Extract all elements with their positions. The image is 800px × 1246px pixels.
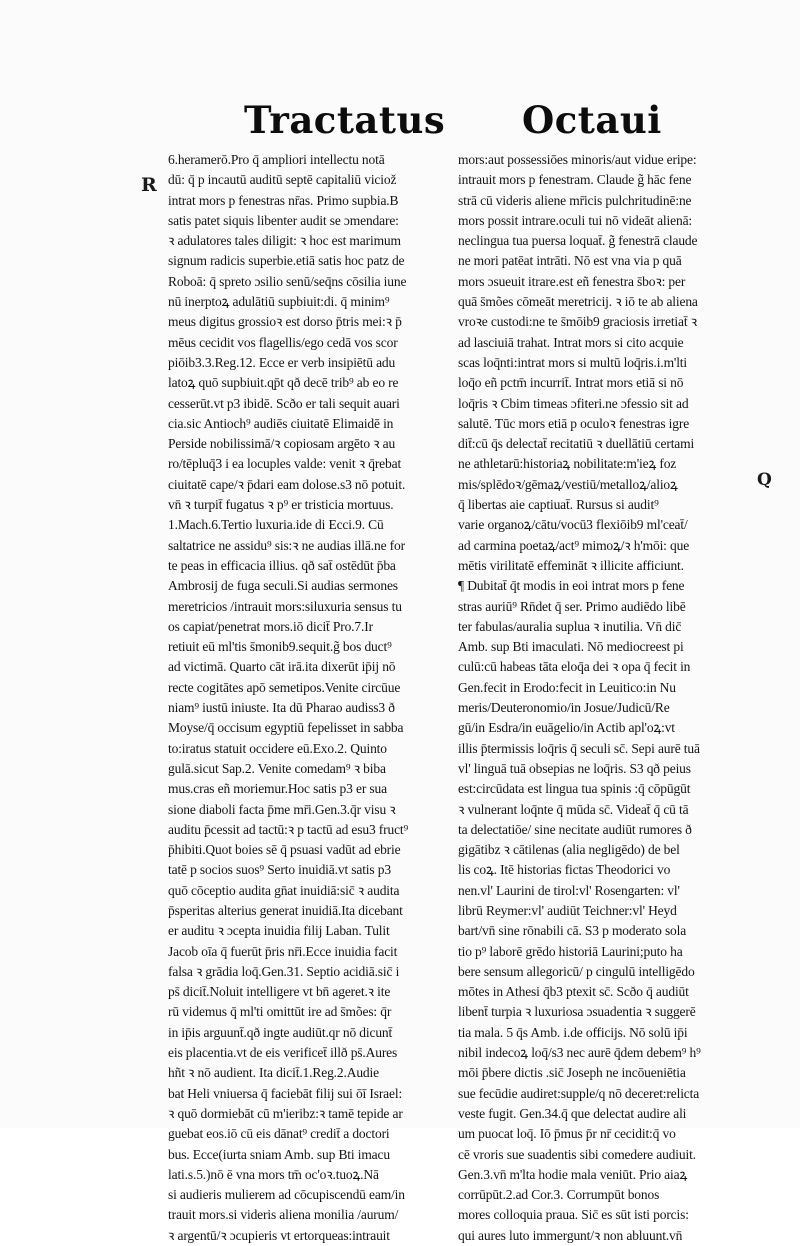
text-line: q̄ libertas aie captiuat̄. Rursus si audit⁹ xyxy=(458,497,659,513)
running-head-left: Tractatus xyxy=(244,98,446,142)
text-line: nibil indecoꝝ loq̄/s3 nec aurē q̄dem debem⁹ h⁹ xyxy=(458,1045,701,1061)
right-text-column xyxy=(458,150,750,1246)
text-line: bat Heli vniuersa q̄ faciebāt filij sui ōī Israel: xyxy=(168,1085,403,1101)
text-line: mors:aut possessiōes minoris/aut vidue eripe: xyxy=(458,152,697,167)
text-line: veste fugit. Gen.34.q̄ que delectat audire ali xyxy=(458,1105,687,1121)
text-line: mēus cecidit vos flagellis/ego cedā vos scor xyxy=(168,334,398,350)
text-line: scas loq̄nti:intrat mors si multū loq̄ris.i.m'lti xyxy=(458,354,688,370)
text-line: eis placentia.vt de eis verificet̄ illð ps̄.Aures xyxy=(168,1045,398,1061)
text-line: te peas in efficacia illius. qð sat̄ ostēdūt p̄ba xyxy=(168,557,396,573)
text-line: mētis virilitatē effemināt ꝛ illicite afficiunt. xyxy=(458,557,684,573)
text-line: ciuitatē cape/ꝛ p̄dari eam dolose.s3 nō potuit. xyxy=(168,476,406,492)
text-line: um puocat loq̄. Iō p̄mus p̄r nr̄ cecidit:q̄ vo xyxy=(458,1126,676,1142)
text-line: cē vroris sue suadentis sibi comedere audiuit. xyxy=(458,1146,696,1162)
text-line: bus. Ecce(iurta sniam Amb. sup Bti imacu xyxy=(168,1146,390,1162)
text-line: ꝛ adulatores tales diligit: ꝛ hoc est marimum xyxy=(168,233,401,249)
text-line: ad victimā. Quarto cāt irā.ita dixerūt ip̄ij nō xyxy=(168,659,396,675)
text-line: est:circūdata est lingua tua spinis :q̄ cōpūgūt xyxy=(458,781,691,797)
text-line: recte cogitātes apō semetipos.Venite circūue xyxy=(168,679,401,695)
text-line: ꝛ vulnerant loq̄nte q̄ mūda sc̄. Videat̄ q̄ cū tā xyxy=(458,801,689,817)
text-line: libent̄ turpia ꝛ luxuriosa ɔsuadentia ꝛ suggerē xyxy=(458,1004,696,1020)
text-line: p̄speritas alterius generat inuidiā.Ita dicebant xyxy=(168,902,403,918)
text-line: 6.heramerō.Pro q̄ ampliori intellectu notā xyxy=(168,152,385,167)
text-line: mors ɔsueuit itrare.est eñ fenestra s̄boꝛ: per xyxy=(458,273,686,289)
text-line: hñt ꝛ nō audient. Ita dicit̄.1.Reg.2.Audie xyxy=(168,1065,379,1081)
text-line: os capiat/penetrat mors.iō dicit̄ Pro.7.Ir xyxy=(168,618,373,634)
text-line: quō cōceptio audita gn̄at inuidiā:sic̄ ꝛ audita xyxy=(168,882,400,898)
text-line: tatē p socios suos⁹ Serto inuidiā.vt satis p3 xyxy=(168,862,391,878)
text-line: ne mori patēat intrāti. Nō est vna via p quā xyxy=(458,253,682,269)
text-line: p̄hibiti.Quot boies sē q̄ psuasi vadūt ad ebrie xyxy=(168,842,401,858)
text-line: mōi p̄bere dictis .sic̄ Joseph ne incōueniētia xyxy=(458,1065,686,1081)
text-line: falsa ꝛ grādia loq̄.Gen.31. Septio acidiā.sic̄ i xyxy=(168,963,400,979)
text-line: intrat mors p fenestras nr̄as. Primo supbia.B xyxy=(168,192,399,208)
text-line: Moyse/q̄ occisum egyptiū fepelisset in sabba xyxy=(168,720,404,736)
text-line: signum radicis superbie.etiā satis hoc patz de xyxy=(168,253,405,269)
text-line: Gen.fecit in Erodo:fecit in Leuitico:in Nu xyxy=(458,679,676,695)
text-line: ꝛ argentū/ꝛ ɔcupieris vt ertorqueas:intrauit xyxy=(168,1227,390,1243)
text-line: bere sensum allegoricū/ p cingulū intelligēdo xyxy=(458,963,695,979)
text-line: 1.Mach.6.Tertio luxuria.ide di Ecci.9. Cū xyxy=(168,517,384,533)
text-line: meris/Deuteronomio/in Josue/Judicū/Re xyxy=(458,700,670,716)
text-line: trauit mors.si videris aliena monilia /aurum/ xyxy=(168,1207,399,1223)
left-text-column xyxy=(168,150,454,1246)
text-line: guebat eos.iō cū eis dānat⁹ credit̄ a doctori xyxy=(168,1126,390,1142)
text-line: to:iratus statuit occidere eū.Exo.2. Quinto xyxy=(168,740,387,756)
text-line: qui aures luto immergunt/ꝛ non abluunt.vn̄ xyxy=(458,1227,683,1243)
text-line: ter fabulas/auralia suplua ꝛ inutilia. Vn̄ dic̄ xyxy=(458,618,682,634)
text-line: varie organoꝝ/cātu/vocū3 flexiōib9 ml'ceat̄/ xyxy=(458,517,688,533)
text-line: illis p̄termissis loq̄ris q̄ seculi sc̄. Sepi aurē tuā xyxy=(458,740,700,756)
text-line: niam⁹ iustū iniuste. Ita dū Pharao audiss3 ð xyxy=(168,700,395,716)
text-line: tio p⁹ laborē grēdo historiā Laurini;puto ha xyxy=(458,943,683,959)
text-line: meretricios /intrauit mors:siluxuria sensus tu xyxy=(168,598,402,614)
text-line: rū videmus q̄ ml'ti omittūt ire ad s̄mões: q̄r xyxy=(168,1004,392,1020)
text-line: Jacob oīa q̄ fuerūt p̄ris nr̄i.Ecce inuidia facit xyxy=(168,943,398,959)
text-line: Amb. sup Bti imaculati. Nō mediocreest pi xyxy=(458,639,684,655)
text-line: nū inerptoꝝ adulātiū supbiuit:di. q̄ minim⁹ xyxy=(168,294,390,310)
text-line: vl' linguā tuā obsepias ne loq̄ris. S3 qð peius xyxy=(458,760,691,776)
text-line: Perside nobilissimā/ꝛ copiosam argēto ꝛ au xyxy=(168,436,396,452)
text-line: si audieris mulierem ad cōcupiscendū eam/in xyxy=(168,1187,405,1203)
text-line: Gen.3.vn̄ m'lta hodie mala veniūt. Prio aiaꝝ xyxy=(458,1166,688,1182)
text-line: meus digitus grossioꝛ est dorso p̄tris mei:ꝛ p̄ xyxy=(168,314,402,330)
text-line: satis patet siquis libenter audit se ɔmendare: xyxy=(168,212,399,228)
text-line: intrauit mors p fenestram. Claude g̃ hāc fene xyxy=(458,172,692,188)
marginal-note-left: R xyxy=(141,174,157,196)
text-line: tia mala. 5 q̄s Amb. i.de officijs. Nō solū ip̄i xyxy=(458,1024,688,1040)
text-line: mores colloquia praua. Sic̄ es sūt isti porcis: xyxy=(458,1207,689,1223)
text-line: ne athletarū:historiaꝝ nobilitate:m'ieꝝ foz xyxy=(458,456,677,472)
text-line: mis/splēdoꝛ/gēmaꝝ/vestiū/metalloꝝ/alioꝝ xyxy=(458,476,678,492)
text-line: gulā.sicut Sap.2. Venite comedam⁹ ꝛ biba xyxy=(168,760,386,776)
text-line: strā cū videris aliene mr̄icis pulchritudinē:ne xyxy=(458,192,692,208)
text-line: er auditu ꝛ ɔcepta inuidia filij Laban. Tulit xyxy=(168,923,390,939)
text-line: nen.vl' Laurini de tirol:vl' Rosengarten: vl' xyxy=(458,882,680,898)
text-line: piōib3.3.Reg.12. Ecce er verb insipiētū adu xyxy=(168,354,396,370)
text-line: neclingua tua puersa loquat̄. g̃ fenestrā claude xyxy=(458,233,698,249)
text-line: librū Reymer:vl' audiūt Teichner:vl' Heyd xyxy=(458,902,677,918)
text-line: stras auriū⁹ Rn̄det q̄ ser. Primo audiēdo libē xyxy=(458,598,686,614)
text-line: cia.sic Antioch⁹ audiēs ciuitatē Elimaidē in xyxy=(168,415,394,431)
text-line: dū: q̄ p incautū auditū septē capitaliū viciož xyxy=(168,172,397,188)
text-line: ro/tēpluq̄3 i ea locuples valde: venit ꝛ q̄rebat xyxy=(168,456,402,472)
text-line: sione diaboli facta p̄me mr̄i.Gen.3.q̄r visu ꝛ xyxy=(168,801,396,817)
text-line: mus.cras eñ moriemur.Hoc satis p3 er sua xyxy=(168,781,387,797)
text-line: saltatrice ne assidu⁹ sis:ꝛ ne audias illā.ne for xyxy=(168,537,405,553)
text-line: dit̄:cū q̄s delectat̄ recitatiū ꝛ duellātiū certami xyxy=(458,436,695,452)
text-line: mors possit intrare.oculi tui nō videāt alienā: xyxy=(458,212,693,228)
text-line: Roboā: q̄ spreto ɔsilio senū/seq̄ns cōsilia iune xyxy=(168,273,407,289)
text-line: loq̄ris ꝛ Cbim timeas ɔfiteri.ne ɔfessio sit ad xyxy=(458,395,689,411)
text-line: in ip̄is arguunt̄.qð ingte audiūt.qr nō dicunt̄ xyxy=(168,1024,393,1040)
text-line: latoꝝ quō supbiuit.ɋp̄t qð decē trib⁹ ab eo re xyxy=(168,375,399,391)
text-line: cesserūt.vt p3 ibidē. Scðo er tali sequit auari xyxy=(168,395,400,411)
text-line: loq̄o eñ pctm̄ incurrit̄. Intrat mors etiā si nō xyxy=(458,375,684,391)
text-line: Ambrosij de fuga seculi.Si audias sermones xyxy=(168,578,398,594)
running-head-right: Octaui xyxy=(522,98,662,142)
text-line: lati.s.5.)nō ē vna mors tm̄ oc'oꝛ.tuoꝝ.Nā xyxy=(168,1166,379,1182)
text-line: lis coꝝ. Itē historias fictas Theodorici vo xyxy=(458,862,671,878)
text-line: corrūpūt.2.ad Cor.3. Corrumpūt bonos xyxy=(458,1187,660,1203)
text-line: sue fecūdie audiret:supple/q nō deceret:relicta xyxy=(458,1085,700,1101)
text-line: gū/in Esdra/in euāgelio/in Actib apl'oꝝ:vt xyxy=(458,720,675,736)
text-line: auditu p̄cessit ad tactū:ꝛ p tactū ad esu3 fruct⁹ xyxy=(168,821,409,837)
text-line: vroꝛe custodi:ne te s̄mōib9 graciosis irretiat̄ ꝛ xyxy=(458,314,697,330)
text-line: ad lasciuiā trahat. Intrat mors si cito acquie xyxy=(458,334,684,350)
text-line: mōtes in Athesi q̄b3 ptexit sc̄. Scðo q̄ audiūt xyxy=(458,984,689,1000)
text-line: salutē. Tūc mors etiā p oculoꝛ fenestras igre xyxy=(458,415,690,431)
text-line: ad carmina poetaꝝ/act⁹ mimoꝝ/ꝛ h'mōi: que xyxy=(458,537,690,553)
text-line: quā s̄mões cōmeāt meretricij. ꝛ iō te ab aliena xyxy=(458,294,698,310)
text-line: ta delectatiōe/ sine necitate audiūt rumores ð xyxy=(458,821,692,837)
text-line: bart/vn̄ sine rōnabili cā. S3 p moderato sola xyxy=(458,923,687,939)
text-line: ꝛ quō dormiebāt cū m'ieribz:ꝛ tamē tepide ar xyxy=(168,1105,403,1121)
text-line: retiuit eū ml'tis s̄monib9.sequit.g̃ bos duct⁹ xyxy=(168,639,392,655)
marginal-note-right: Q xyxy=(757,470,772,490)
text-line: ¶ Dubitat̄ q̄t modis in eoi intrat mors p fene xyxy=(458,578,685,594)
text-line: ps̄ dicit̄.Noluit intelligere vt bn̄ ageret.ꝛ ite xyxy=(168,984,391,1000)
text-line: culū:cū habeas tāta eloq̄a dei ꝛ opa q̄ fecit in xyxy=(458,659,691,675)
text-line: vn̄ ꝛ turpit̄ fugatus ꝛ p⁹ er tristicia mortuus. xyxy=(168,497,394,513)
text-line: gigātibz ꝛ cātilenas (alia negligēdo) de bel xyxy=(458,842,680,858)
